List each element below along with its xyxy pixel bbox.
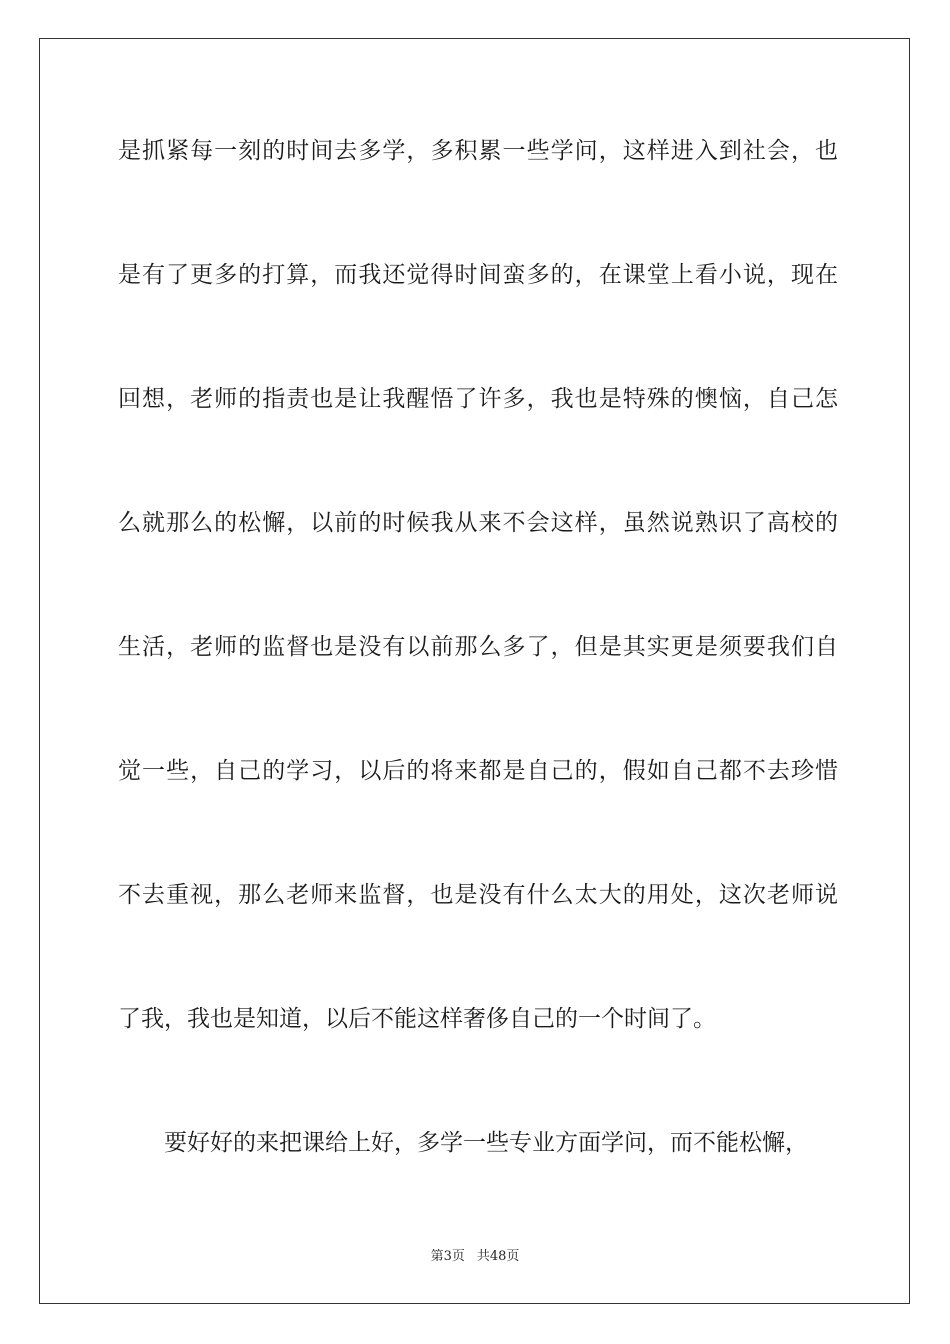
paragraph-line: 回想，老师的指责也是让我醒悟了许多，我也是特殊的懊恼，自己怎	[118, 386, 838, 412]
page-total: 共48页	[476, 1249, 520, 1264]
paragraph-line: 是有了更多的打算，而我还觉得时间蛮多的，在课堂上看小说，现在	[118, 262, 838, 288]
page-number: 第3页	[430, 1249, 465, 1264]
paragraph-line: 了我，我也是知道，以后不能这样奢侈自己的一个时间了。	[118, 1006, 716, 1032]
page-border	[39, 38, 910, 1304]
paragraph-line: 么就那么的松懈，以前的时候我从来不会这样，虽然说熟识了高校的	[118, 510, 838, 536]
paragraph-line: 觉一些，自己的学习，以后的将来都是自己的，假如自己都不去珍惜	[118, 758, 838, 784]
paragraph-line-indented: 要好好的来把课给上好，多学一些专业方面学问，而不能松懈，	[164, 1130, 808, 1156]
paragraph-line: 是抓紧每一刻的时间去多学，多积累一些学问，这样进入到社会，也	[118, 138, 838, 164]
paragraph-line: 生活，老师的监督也是没有以前那么多了，但是其实更是须要我们自	[118, 634, 838, 660]
paragraph-line: 不去重视，那么老师来监督，也是没有什么太大的用处，这次老师说	[118, 882, 838, 908]
page-footer	[0, 1248, 950, 1266]
